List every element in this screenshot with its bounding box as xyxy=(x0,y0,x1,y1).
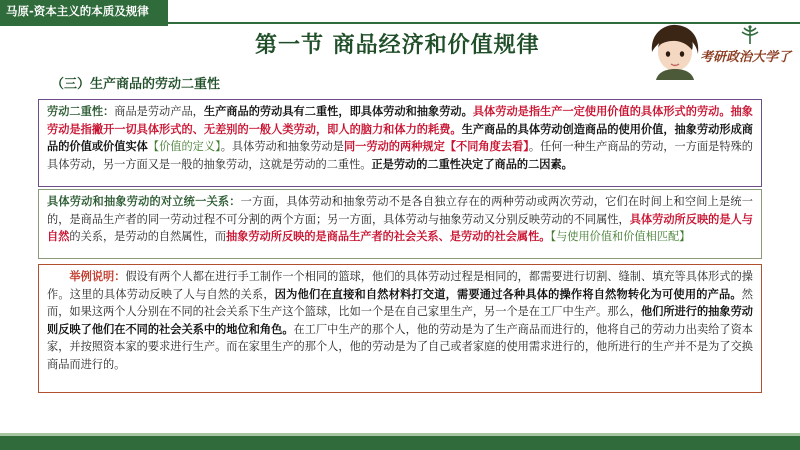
bold-run: 生产商品的具体劳动创造商品的使用价值，抽象劳动形成商品的价值或价值实体 xyxy=(47,121,753,154)
bold-run: 因为他们在直接和自然材料打交道，需要通过各种具体的操作将自然物转化为可使用的产品。 xyxy=(274,286,742,301)
red-run: 具体劳动所反映的是人与自然 xyxy=(47,211,753,244)
box-label: 劳动二重性： xyxy=(47,104,115,118)
brand-text: 考研政治大学了 xyxy=(700,50,792,65)
text-run: 商品是劳动产品， xyxy=(114,105,204,118)
text-run: 。具体劳动和抽象劳动是 xyxy=(220,140,344,154)
text-run: 一方面，具体劳动和抽象劳动不是各自独立存在的两种劳动或两次劳动，它们在时间上和空间上是统一的，是商品生产者的同一劳动过程不可分割的两个方面；另一方面，具体劳动与抽象劳动又分别反映劳动的不同属性， xyxy=(47,195,753,226)
box-label: 具体劳动和抽象劳动的对立统一关系： xyxy=(47,194,241,208)
subheading: （三）生产商品的劳动二重性 xyxy=(51,77,221,92)
text-run: 在工厂中生产的那个人，他的劳动是为了生产商品而进行的，他将自己的劳动力出卖给了资本家，并按照资本家的要求进行生产。而在家里生产的那个人，他的劳动是为了自己或者家庭的使用需求进行的，他所进行的生产并不是为了交换商品而进行的。 xyxy=(47,322,753,371)
bold-run: 正是劳动的二重性决定了商品的二因素。 xyxy=(371,156,573,171)
dual-labor-box xyxy=(38,99,762,187)
avatar xyxy=(646,22,704,80)
note-run: 【与使用价值和价值相匹配】 xyxy=(550,230,691,244)
text-run: 然而，如果这两个人分别在不同的社会关系下生产这个篮球，比如一个是在自己家里生产，另一个是在工厂中生产。那么， xyxy=(47,287,753,319)
bottom-bar xyxy=(0,436,800,450)
brand-logo-icon xyxy=(738,24,762,46)
box-label: 举例说明： xyxy=(69,269,126,283)
text-run: 假设有两个人都在进行手工制作一个相同的篮球，他们的具体劳动过程是相同的，都需要进行切割、缝制、填充等具体形式的操作。这里的具体劳动反映了人与自然的关系， xyxy=(47,270,753,301)
red-run: 具体劳动是指生产一定使用价值的具体形式的劳动。抽象劳动是指撇开一切具体形式的、无差别的一般人类劳动，即人的脑力和体力的耗费。 xyxy=(47,104,753,136)
red-run: 同一劳动的两种规定【不同角度去看】 xyxy=(343,139,529,154)
example-box xyxy=(38,264,762,393)
unity-relation-box xyxy=(38,189,762,259)
bold-run: 生产商品的劳动具有二重性，即具体劳动和抽象劳动。 xyxy=(203,104,473,118)
section-label: 马原-资本主义的本质及规律 xyxy=(6,4,149,18)
text-run: 。任何一种生产商品的劳动，一方面是特殊的具体劳动，另一方面又是一般的抽象劳动，这就是劳动的二重性。 xyxy=(47,140,753,171)
bold-run: 他们所进行的抽象劳动则反映了他们在不同的社会关系中的地位和角色。 xyxy=(47,304,753,336)
text-run: 的关系，是劳动的自然属性，而 xyxy=(69,230,227,244)
red-run: 抽象劳动所反映的是商品生产者的社会关系、是劳动的社会属性。 xyxy=(226,229,551,244)
top-bar-line xyxy=(168,22,800,24)
page-title: 第一节 商品经济和价值规律 xyxy=(255,33,540,58)
note-run: 【价值的定义】 xyxy=(147,140,221,154)
